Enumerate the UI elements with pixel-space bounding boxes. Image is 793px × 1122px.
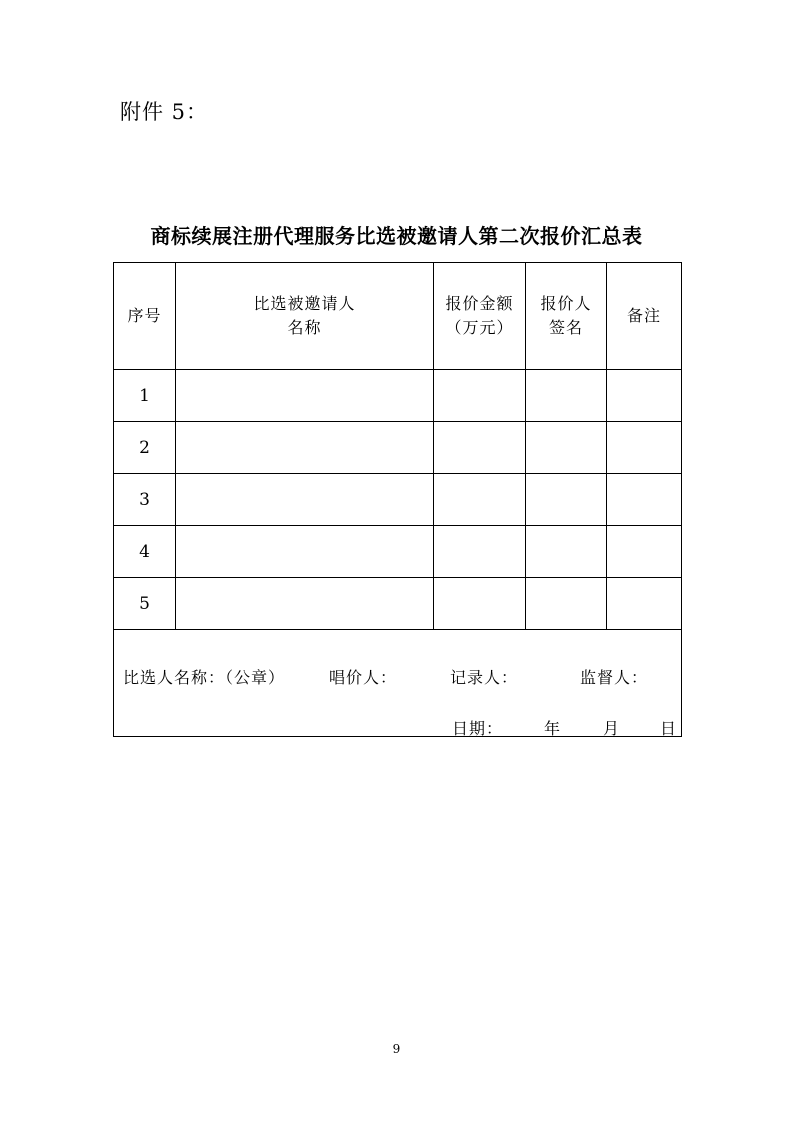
page-number: 9: [392, 1042, 401, 1056]
row-quote-amount: [434, 422, 526, 474]
attachment-label: 附件 5：: [120, 100, 209, 124]
header-invitee-name: [176, 263, 434, 370]
row-seq: 1: [114, 370, 176, 422]
row-signature: [526, 422, 607, 474]
year-label: 年: [544, 719, 562, 738]
recorder-label: 记录人：: [450, 668, 519, 687]
row-invitee-name: [176, 370, 434, 422]
header-remark: 备注: [607, 263, 682, 370]
row-signature: [526, 578, 607, 630]
selector-name-label: 比选人名称：（公章）: [123, 668, 286, 687]
row-seq: 4: [114, 526, 176, 578]
table-row: [114, 422, 682, 474]
table-row: [114, 370, 682, 422]
row-remark: [607, 474, 682, 526]
row-seq: 5: [114, 578, 176, 630]
table-footer-row: [114, 630, 682, 737]
row-signature: [526, 526, 607, 578]
header-quote-amount: [434, 263, 526, 370]
row-invitee-name: [176, 526, 434, 578]
header-signature-line1: 报价人: [540, 294, 592, 313]
row-quote-amount: [434, 526, 526, 578]
table-row: [114, 526, 682, 578]
row-seq: 3: [114, 474, 176, 526]
table-row: [114, 474, 682, 526]
header-invitee-name-line2: 名称: [287, 318, 322, 337]
header-invitee-name-line1: 比选被邀请人: [253, 294, 356, 313]
supervisor-label: 监督人：: [580, 668, 649, 687]
header-signature-line2: 签名: [548, 318, 583, 337]
header-quote-amount-line2: （万元）: [445, 318, 514, 337]
row-invitee-name: [176, 422, 434, 474]
row-remark: [607, 526, 682, 578]
price-reader-label: 唱价人：: [329, 668, 398, 687]
row-quote-amount: [434, 370, 526, 422]
row-remark: [607, 422, 682, 474]
header-signature: [526, 263, 607, 370]
row-quote-amount: [434, 474, 526, 526]
row-remark: [607, 578, 682, 630]
signature-footer: [114, 630, 682, 737]
row-signature: [526, 370, 607, 422]
date-label: 日期：: [452, 719, 504, 738]
day-label: 日: [660, 719, 678, 738]
table-header-row: [114, 263, 682, 370]
header-seq: 序号: [114, 263, 176, 370]
row-invitee-name: [176, 474, 434, 526]
row-signature: [526, 474, 607, 526]
header-quote-amount-line1: 报价金额: [445, 294, 514, 313]
table-row: [114, 578, 682, 630]
row-invitee-name: [176, 578, 434, 630]
row-seq: 2: [114, 422, 176, 474]
month-label: 月: [603, 719, 621, 738]
quote-summary-table: [113, 262, 682, 737]
document-title: 商标续展注册代理服务比选被邀请人第二次报价汇总表: [150, 224, 643, 248]
row-remark: [607, 370, 682, 422]
row-quote-amount: [434, 578, 526, 630]
